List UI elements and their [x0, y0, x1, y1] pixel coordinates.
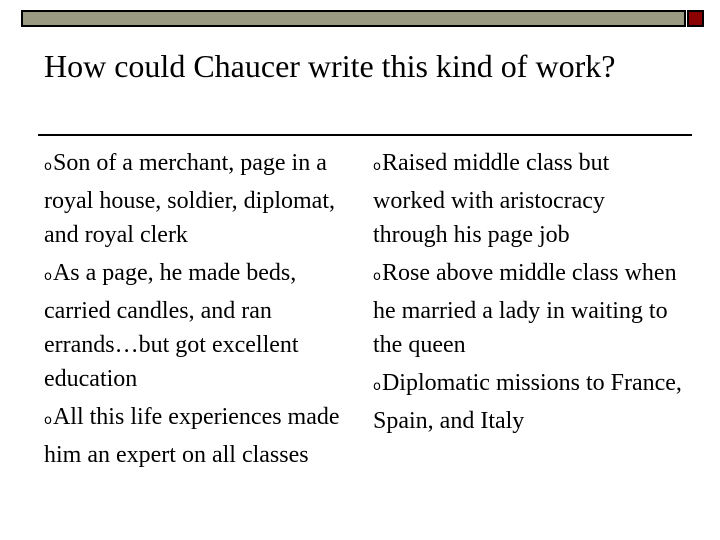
- title-divider: [38, 134, 692, 136]
- bullet-text: Son of a merchant, page in a royal house, soldier, diplomat, and royal clerk: [44, 150, 335, 248]
- slide-title: How could Chaucer write this kind of work?: [44, 48, 616, 84]
- bullet-marker-icon: o: [373, 379, 381, 394]
- bullet-marker-icon: o: [373, 159, 381, 174]
- bullet-item: [373, 146, 683, 252]
- bullet-item: [44, 256, 354, 396]
- bullet-item: [44, 146, 354, 252]
- bullet-marker-icon: o: [44, 413, 52, 428]
- bullet-item: [373, 256, 683, 362]
- corner-decor-square: [687, 10, 704, 27]
- right-column: [373, 146, 683, 442]
- top-decor-bar: [21, 10, 686, 27]
- bullet-marker-icon: o: [44, 159, 52, 174]
- bullet-text: All this life experiences made him an expert on all classes: [44, 404, 340, 468]
- bullet-text: Rose above middle class when he married a lady in waiting to the queen: [373, 260, 677, 358]
- bullet-item: [44, 400, 354, 472]
- bullet-marker-icon: o: [44, 269, 52, 284]
- bullet-text: Raised middle class but worked with aristocracy through his page job: [373, 150, 610, 248]
- bullet-text: Diplomatic missions to France, Spain, and Italy: [373, 370, 682, 434]
- bullet-marker-icon: o: [373, 269, 381, 284]
- bullet-text: As a page, he made beds, carried candles, and ran errands…but got excellent education: [44, 260, 299, 392]
- left-column: [44, 146, 354, 476]
- bullet-item: [373, 366, 683, 438]
